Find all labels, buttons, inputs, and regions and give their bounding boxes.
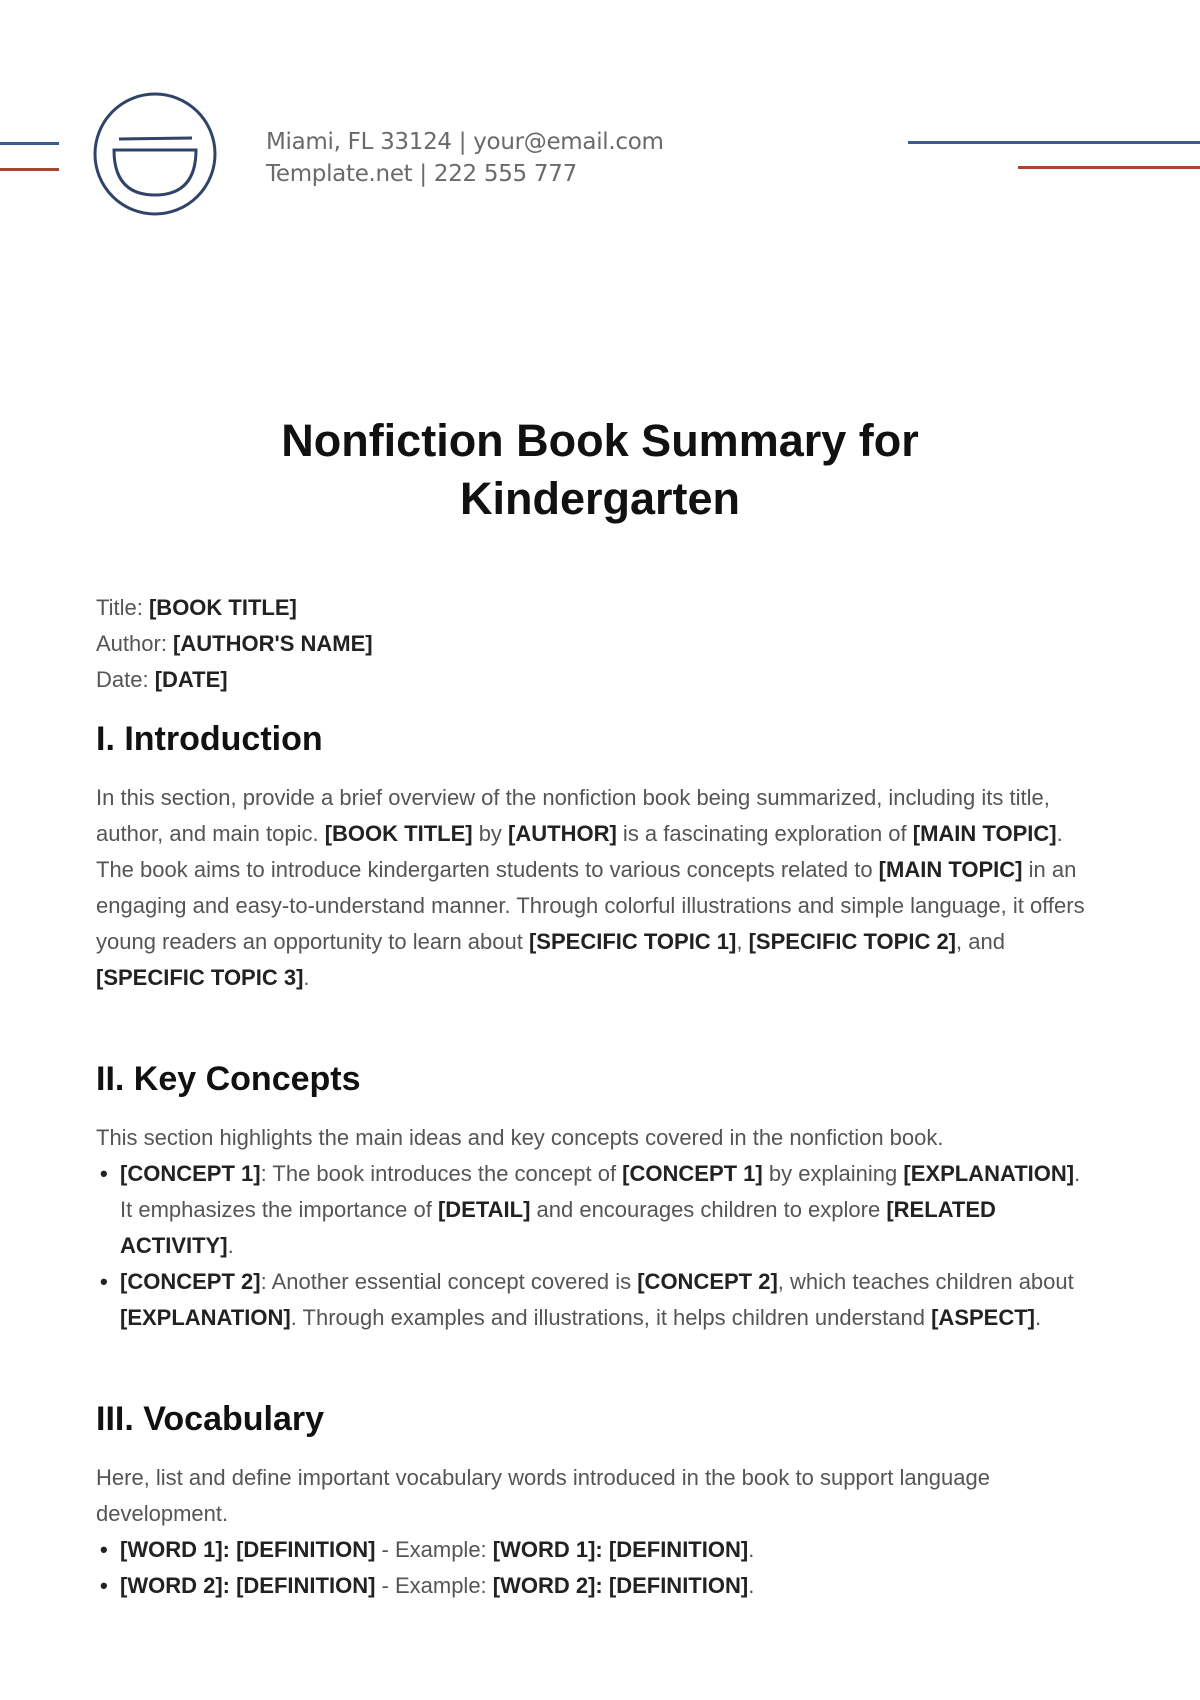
section-heading-key-concepts: II. Key Concepts: [96, 1060, 361, 1098]
list-item: • [WORD 1]: [DEFINITION] - Example: [WORD 1]: [DEFINITION].: [120, 1532, 1096, 1568]
header-right-blue-line: [908, 141, 1200, 144]
placeholder-text: [RELATED ACTIVITY]: [120, 1197, 996, 1258]
meta-label: Title:: [96, 595, 149, 620]
meta-label: Date:: [96, 667, 155, 692]
list-item: • [CONCEPT 1]: The book introduces the concept of [CONCEPT 1] by explaining [EXPLANATION]. It emphasizes the importance of [DETAIL] and encourages children to explore [RELATED ACTIVITY].: [120, 1156, 1096, 1264]
header-left-red-line: [0, 168, 59, 171]
placeholder-text: [WORD 2]: [DEFINITION]: [492, 1573, 749, 1598]
placeholder-text: [ASPECT]: [931, 1305, 1035, 1330]
document-body: [96, 590, 1096, 1604]
meta-value: [DATE]: [154, 667, 228, 692]
vocabulary-intro: Here, list and define important vocabulary words introduced in the book to support language development.: [96, 1465, 990, 1526]
placeholder-text: [WORD 2]: [DEFINITION]: [120, 1573, 376, 1598]
placeholder-text: [CONCEPT 2]: [120, 1269, 261, 1294]
section-heading-vocabulary: III. Vocabulary: [96, 1400, 325, 1438]
meta-value: [BOOK TITLE]: [148, 595, 297, 620]
section-heading-introduction: I. Introduction: [96, 720, 323, 758]
placeholder-text: [SPECIFIC TOPIC 3]: [96, 965, 304, 990]
placeholder-text: [EXPLANATION]: [903, 1161, 1075, 1186]
header-left-blue-line: [0, 142, 59, 145]
key-concepts-list: [96, 1156, 1096, 1336]
placeholder-text: [SPECIFIC TOPIC 2]: [748, 929, 957, 954]
circle-bowl-logo-icon: [92, 91, 218, 217]
meta-author: [96, 626, 1096, 662]
placeholder-text: [CONCEPT 2]: [637, 1269, 778, 1294]
title-line-1: Nonfiction Book Summary for: [281, 415, 919, 466]
placeholder-text: [AUTHOR]: [508, 821, 617, 846]
title-line-2: Kindergarten: [459, 473, 741, 524]
placeholder-text: [DETAIL]: [437, 1197, 531, 1222]
placeholder-text: [MAIN TOPIC]: [912, 821, 1057, 846]
contact-address-email: Miami, FL 33124 | your@email.com: [266, 129, 664, 155]
meta-title: [96, 590, 1096, 626]
meta-block: [96, 590, 1096, 698]
list-item: • [WORD 2]: [DEFINITION] - Example: [WORD 2]: [DEFINITION].: [120, 1568, 1096, 1604]
placeholder-text: [WORD 1]: [DEFINITION]: [120, 1537, 376, 1562]
meta-label: Author:: [96, 631, 174, 656]
meta-value: [AUTHOR'S NAME]: [173, 631, 373, 656]
meta-date: [96, 662, 1096, 698]
placeholder-text: [WORD 1]: [DEFINITION]: [492, 1537, 749, 1562]
placeholder-text: [SPECIFIC TOPIC 1]: [528, 929, 737, 954]
key-concepts-intro: This section highlights the main ideas and key concepts covered in the nonfiction book.: [96, 1125, 944, 1150]
header-right-red-line: [1018, 166, 1200, 169]
placeholder-text: [BOOK TITLE]: [324, 821, 473, 846]
vocabulary-list: [96, 1532, 1096, 1604]
list-item: • [CONCEPT 2]: Another essential concept covered is [CONCEPT 2], which teaches children about [EXPLANATION]. Through examples and illustrations, it helps children understand [ASPECT].: [120, 1264, 1096, 1336]
placeholder-text: [EXPLANATION]: [120, 1305, 291, 1330]
contact-info: [266, 126, 664, 190]
contact-website-phone: Template.net | 222 555 777: [266, 161, 577, 187]
placeholder-text: [CONCEPT 1]: [622, 1161, 763, 1186]
introduction-paragraph: In this section, provide a brief overview of the nonfiction book being summarized, including its title, author, and main topic. [BOOK TITLE] by [AUTHOR] is a fascinating exploration of [MAIN TOPIC]. The book aims to introduce kindergarten students to various concepts related to [MAIN TOPIC] in an engaging and easy-to-understand manner. Through colorful illustrations and simple language, it offers young readers an opportunity to learn about [SPECIFIC TOPIC 1], [SPECIFIC TOPIC 2], and [SPECIFIC TOPIC 3].: [96, 785, 1085, 990]
placeholder-text: [CONCEPT 1]: [120, 1161, 261, 1186]
placeholder-text: [MAIN TOPIC]: [878, 857, 1023, 882]
page-title: [0, 412, 1200, 528]
